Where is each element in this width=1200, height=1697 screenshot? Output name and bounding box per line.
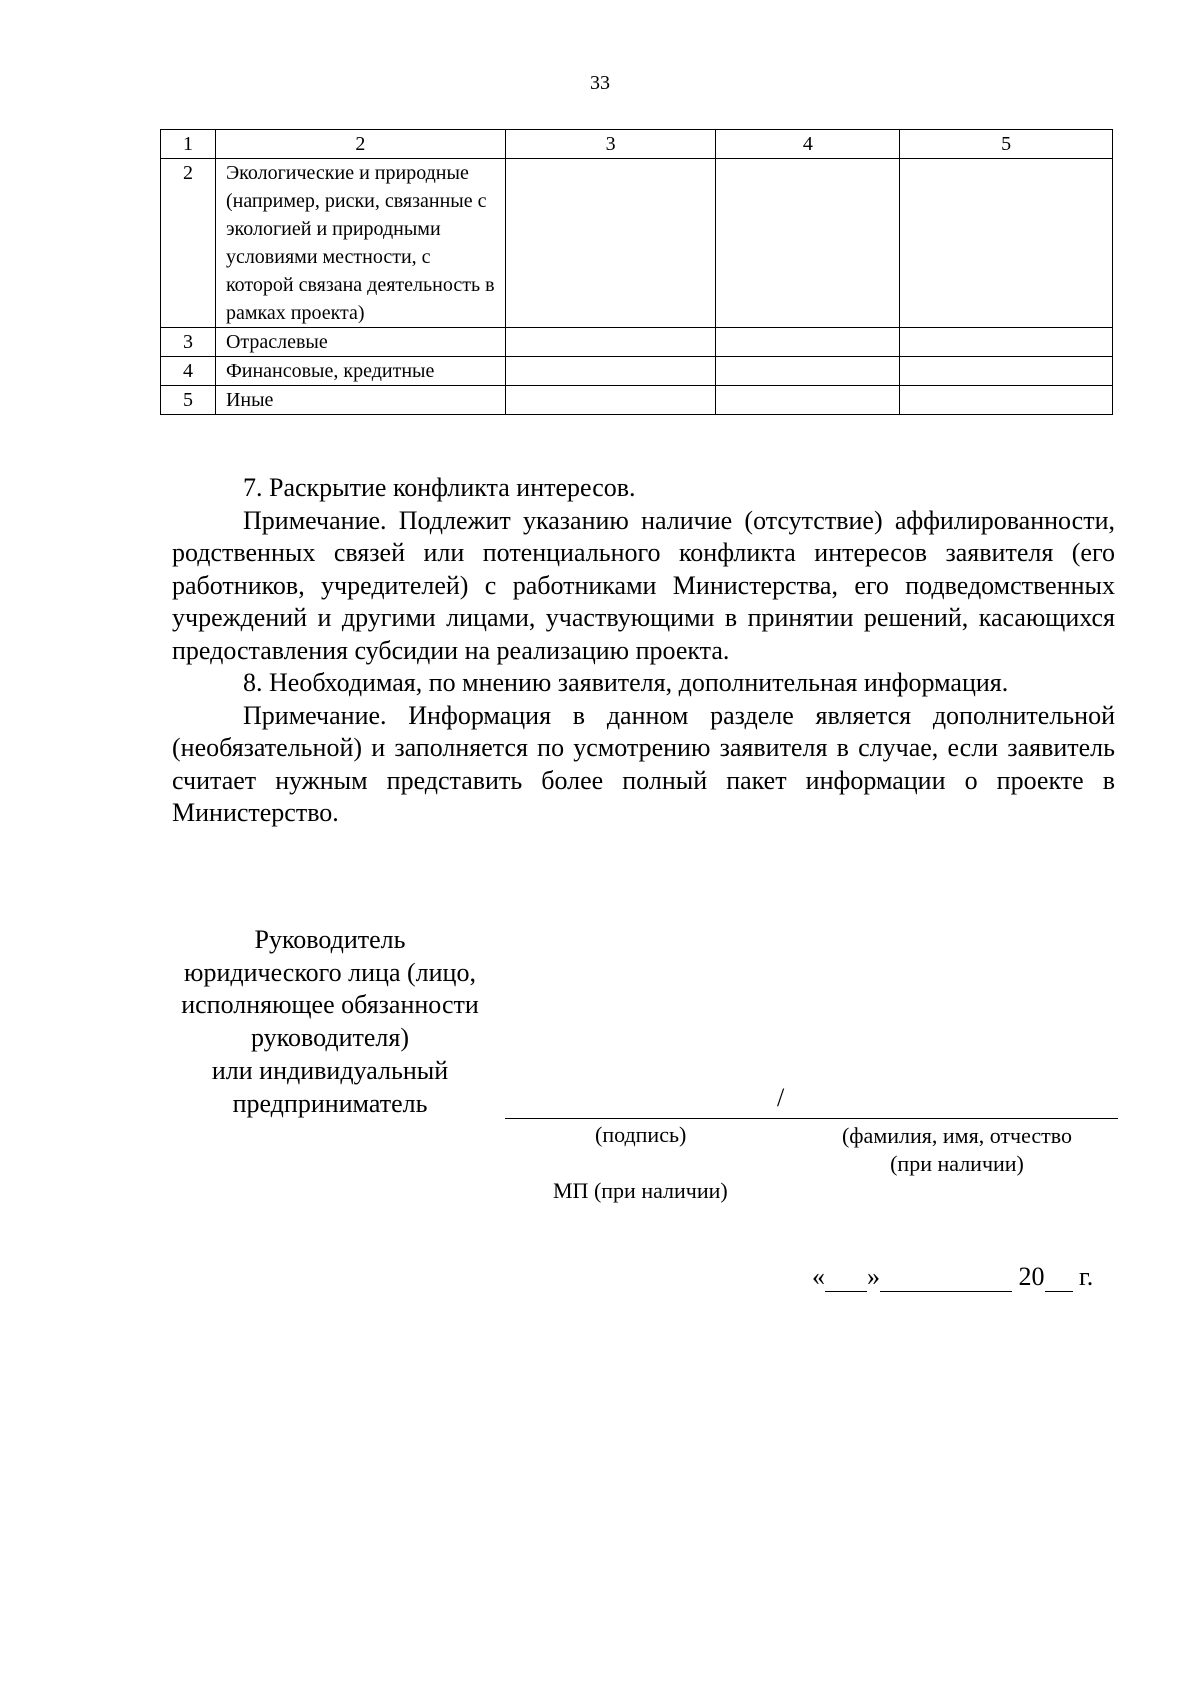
empty-cell: [900, 386, 1113, 415]
column-header: 3: [505, 130, 716, 159]
empty-cell: [505, 386, 716, 415]
empty-cell: [900, 328, 1113, 357]
table-row: [161, 357, 1113, 386]
empty-cell: [505, 357, 716, 386]
table-header-row: [161, 130, 1113, 159]
empty-cell: [716, 328, 900, 357]
signature-caption: (подпись): [595, 1122, 687, 1147]
signer-line: или индивидуальный: [211, 1055, 449, 1085]
signer-line: юридического лица (лицо,: [184, 957, 476, 987]
signer-title: [160, 924, 500, 1120]
table-row: [161, 159, 1113, 328]
empty-cell: [900, 159, 1113, 328]
empty-cell: [716, 386, 900, 415]
section-8-title: 8. Необходимая, по мнению заявителя, дополнительная информация.: [243, 668, 1009, 697]
year-blank: [1045, 1265, 1073, 1292]
signer-line: предприниматель: [232, 1088, 428, 1118]
risk-name: Иные: [215, 386, 505, 415]
date-open-quote: «: [812, 1262, 825, 1291]
signature-slash: /: [777, 1083, 785, 1112]
row-number: 2: [161, 159, 216, 328]
year-suffix: г.: [1072, 1262, 1094, 1291]
date-close-quote: »: [867, 1262, 880, 1291]
row-number: 5: [161, 386, 216, 415]
empty-cell: [505, 328, 716, 357]
section-7-note: Примечание. Подлежит указанию наличие (отсутствие) аффилированности, родственных связей или потенциального конфликта интересов заявителя (его работников, учредителей) с работниками Министерства, его подведомственных учреждений и другими лицами, участвующими в принятии решений, касающихся предоставления субсидии на реализацию проекта.: [172, 505, 1115, 665]
empty-cell: [900, 357, 1113, 386]
column-header: 5: [900, 130, 1113, 159]
empty-cell: [505, 159, 716, 328]
day-blank: [825, 1265, 867, 1292]
empty-cell: [716, 357, 900, 386]
signature-line: [505, 1118, 1118, 1119]
column-header: 1: [161, 130, 216, 159]
table-row: [161, 386, 1113, 415]
month-blank: [880, 1265, 1012, 1292]
page-number: 33: [590, 72, 610, 94]
table-row: [161, 328, 1113, 357]
name-caption-line: (фамилия, имя, отчество: [841, 1123, 1073, 1148]
section-8-note: Примечание. Информация в данном разделе является дополнительной (необязательной) и заполняется по усмотрению заявителя в случае, если заявитель считает нужным представить более полный пакет информации о проекте в Министерство.: [172, 700, 1115, 827]
column-header: 2: [215, 130, 505, 159]
year-prefix: 20: [1018, 1262, 1045, 1291]
risk-table: [160, 129, 1113, 415]
signer-line: Руководитель: [254, 925, 406, 954]
row-number: 3: [161, 328, 216, 357]
name-caption-line: (при наличии): [890, 1151, 1024, 1176]
signer-line: руководителя): [251, 1023, 409, 1053]
date-field: [812, 1262, 1093, 1292]
column-header: 4: [716, 130, 900, 159]
signer-line: исполняющее обязанности: [181, 990, 479, 1020]
risk-name: Финансовые, кредитные: [215, 357, 505, 386]
risk-name: Экологические и природные (например, риски, связанные с экологией и природными условиями местности, с которой связана деятельность в рамках проекта): [215, 159, 505, 328]
row-number: 4: [161, 357, 216, 386]
empty-cell: [716, 159, 900, 328]
section-7-title: 7. Раскрытие конфликта интересов.: [243, 473, 636, 502]
name-caption: [822, 1122, 1092, 1178]
risk-name: Отраслевые: [215, 328, 505, 357]
body-text: [172, 472, 1115, 830]
stamp-label: МП (при наличии): [553, 1178, 728, 1203]
